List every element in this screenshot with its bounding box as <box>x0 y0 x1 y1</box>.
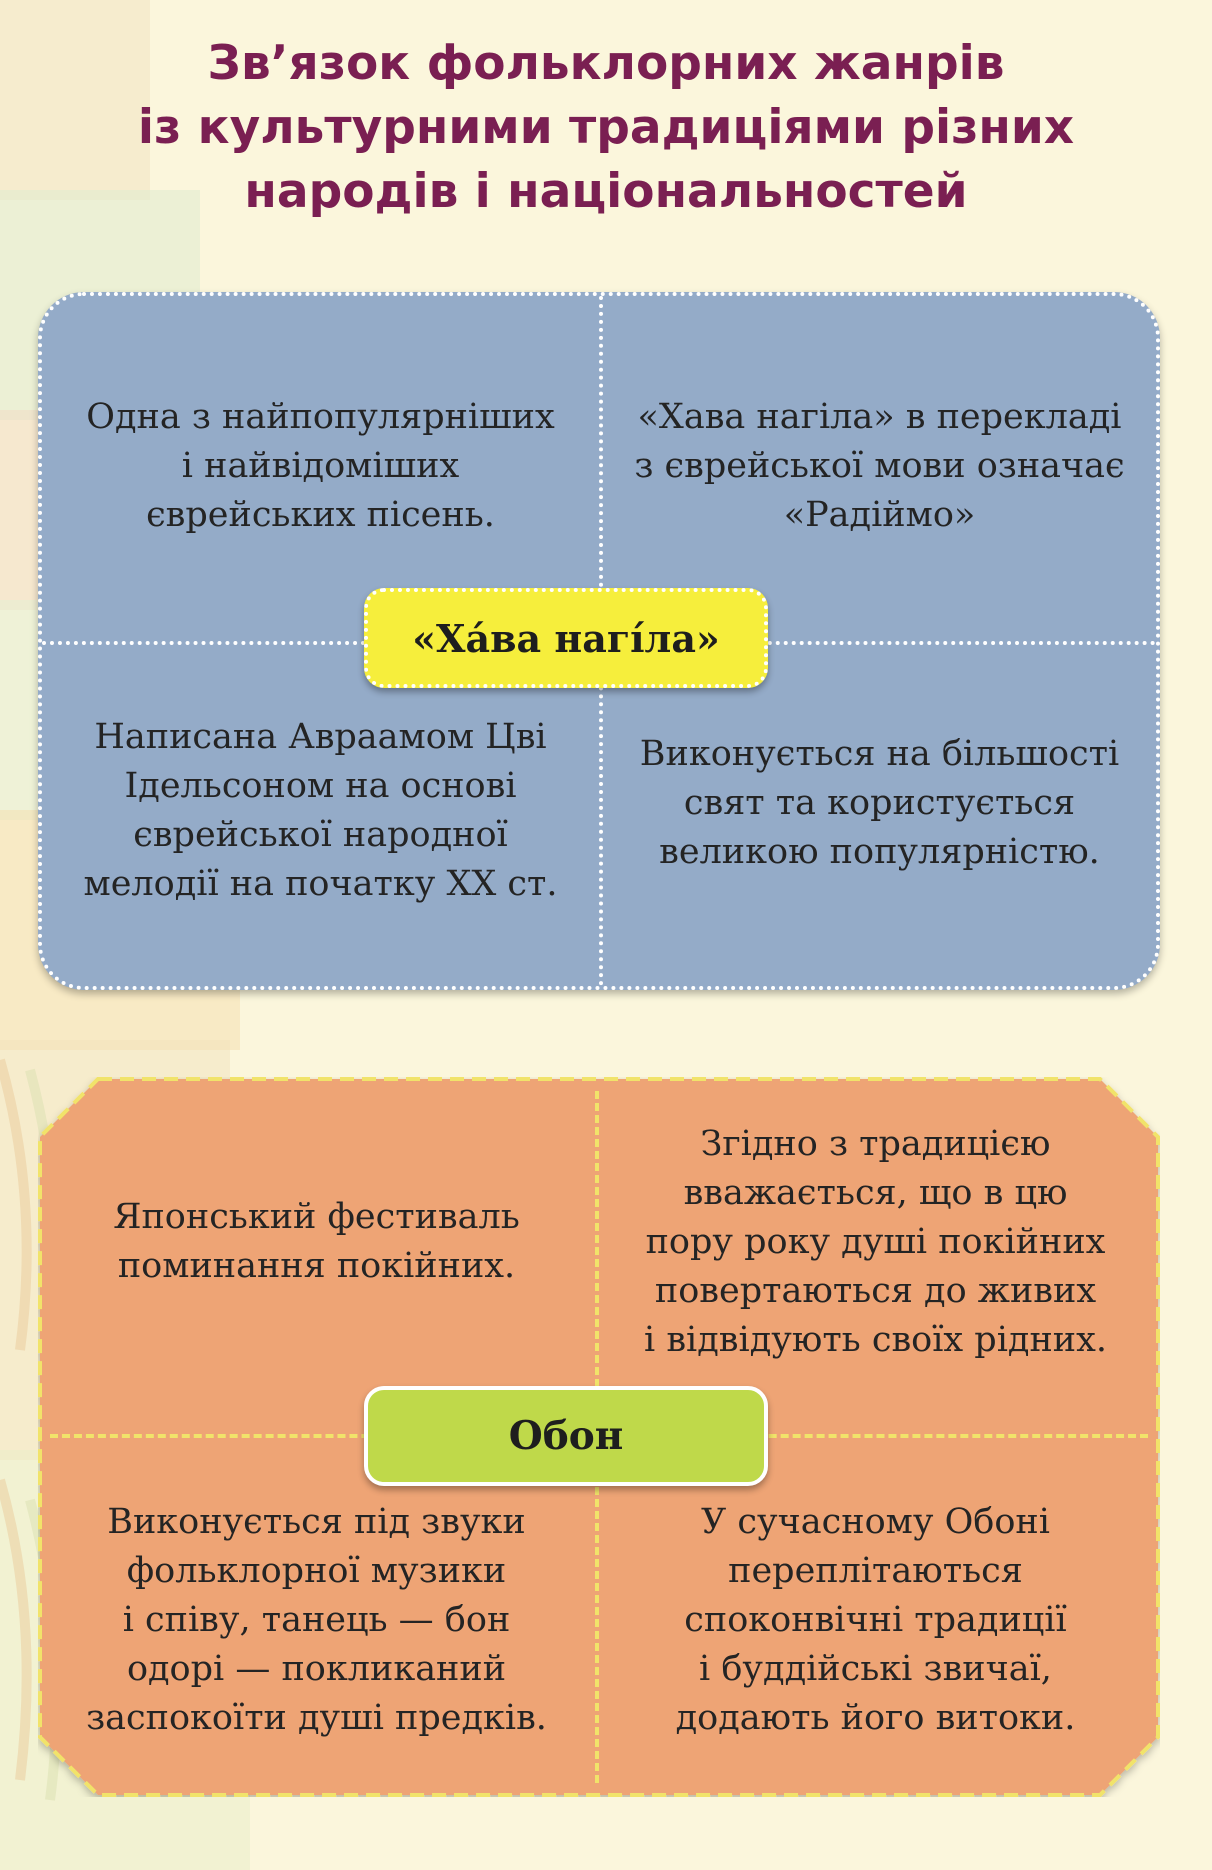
obon-cell-bottom-left <box>38 1477 595 1777</box>
cell-text-line: Написана Авраамом Цві <box>94 717 547 757</box>
title-line-2: із культурними традиціями різних <box>137 100 1075 155</box>
title-line-3: народів і національностей <box>244 164 968 219</box>
obon-badge: Обон <box>364 1386 768 1486</box>
cell-text-line: переплітаються <box>728 1550 1023 1591</box>
cell-text-line: Виконується під звуки <box>107 1501 526 1542</box>
hava-nagila-badge: «Хáва нагíла» <box>364 588 768 688</box>
cell-text-line: «Хава нагіла» в перекладі <box>637 396 1122 437</box>
title-line-1: Зв’язок фольклорних жанрів <box>207 36 1005 91</box>
cell-text-line: з єврейської мови означає <box>634 445 1125 486</box>
cell-text-line: Ідельсоном на основі <box>124 766 517 806</box>
cell-text-line: і найвідоміших <box>181 445 460 486</box>
obon-cell-bottom-right <box>599 1477 1152 1777</box>
cell-text-line: «Радіймо» <box>783 494 976 535</box>
cell-text-line: споконвічні традиції <box>684 1599 1067 1640</box>
cell-text-line: єврейської народної <box>133 815 508 855</box>
cell-text-line: Японський фестиваль <box>113 1197 520 1237</box>
cell-text-line: єврейських пісень. <box>146 494 495 535</box>
cell-text-line: фольклорної музики <box>126 1550 507 1591</box>
cell-text-line: одорі — покликаний <box>126 1648 507 1689</box>
obon-cell-top-right <box>599 1077 1152 1417</box>
cell-text-line: і буддійські звичаї, <box>699 1648 1052 1689</box>
cell-text-line: У сучасному Обоні <box>701 1501 1050 1542</box>
cell-text-line: Згідно з традицією <box>700 1123 1051 1164</box>
cell-text-line: Виконується на більшості <box>639 734 1120 774</box>
hava-cell-top-left <box>42 296 599 596</box>
hava-cell-bottom-right <box>603 696 1156 986</box>
cell-text-line: Одна з найпопулярніших <box>86 396 555 437</box>
hava-cell-bottom-left <box>42 696 599 986</box>
cell-text-line: вважається, що в цю <box>683 1172 1068 1213</box>
cell-text-line: і співу, танець — бон <box>122 1599 511 1640</box>
cell-text-line: пору року душі покійних <box>645 1221 1106 1262</box>
cell-text-line: мелодії на початку XX ст. <box>83 864 558 904</box>
cell-text-line: заспокоїти душі предків. <box>86 1697 547 1738</box>
page-title <box>60 32 1152 224</box>
cell-text-line: і відвідують своїх рідних. <box>644 1319 1107 1360</box>
cell-text-line: додають його витоки. <box>675 1697 1076 1738</box>
cell-text-line: свят та користується <box>683 783 1076 823</box>
cell-text-line: повертаються до живих <box>654 1270 1097 1311</box>
obon-cell-top-left <box>38 1077 595 1417</box>
hava-cell-top-right <box>603 296 1156 596</box>
cell-text-line: поминання покійних. <box>117 1246 516 1286</box>
cell-text-line: великою популярністю. <box>659 832 1100 872</box>
